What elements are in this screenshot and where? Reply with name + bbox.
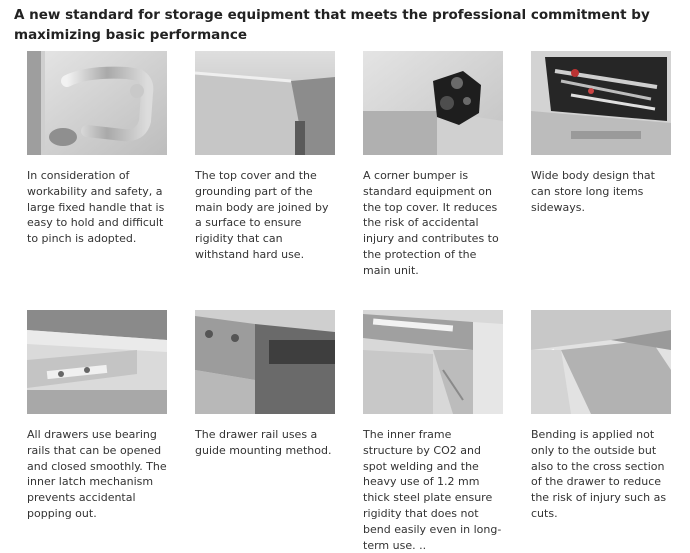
bent-edge-drawer-photo: [531, 310, 671, 414]
page-headline: A new standard for storage equipment that meets the professional commitment by maximizing basic performance: [14, 7, 650, 43]
feature-card-guide-mount: [195, 310, 335, 459]
feature-caption: Wide body design that can store long items sideways.: [531, 169, 655, 214]
feature-card-corner-bumper: [363, 51, 503, 279]
feature-caption: All drawers use bearing rails that can be opened and closed smoothly. The inner latch mechanism prevents accidental popping out.: [27, 428, 167, 520]
fixed-handle-photo: [27, 51, 167, 155]
guide-mount-photo: [195, 310, 335, 414]
top-cover-joint-photo: [195, 51, 335, 155]
feature-card-wide-body: [531, 51, 671, 215]
feature-caption: A corner bumper is standard equipment on the top cover. It reduces the risk of accidental injury and contributes to the protection of the main unit.: [363, 169, 499, 277]
feature-caption: The top cover and the grounding part of the main body are joined by a surface to ensure rigidity that can withstand hard use.: [195, 169, 329, 261]
feature-card-inner-frame: [363, 310, 503, 553]
bearing-rail-photo: [27, 310, 167, 414]
inner-frame-photo: [363, 310, 503, 414]
feature-caption: The inner frame structure by CO2 and spot welding and the heavy use of 1.2 mm thick steel plate ensure rigidity that does not bend easily even in long-term use. ..: [363, 428, 502, 552]
corner-bumper-photo: [363, 51, 503, 155]
feature-card-bending: [531, 310, 671, 522]
feature-card-handle: [27, 51, 167, 247]
feature-caption: In consideration of workability and safety, a large fixed handle that is easy to hold and difficult to pinch is adopted.: [27, 169, 165, 246]
feature-caption: Bending is applied not only to the outside but also to the cross section of the drawer to reduce the risk of injury such as cuts.: [531, 428, 667, 520]
feature-card-top-cover: [195, 51, 335, 263]
wide-drawer-photo: [531, 51, 671, 155]
feature-card-bearing-rails: [27, 310, 167, 522]
feature-caption: The drawer rail uses a guide mounting method.: [195, 428, 332, 457]
